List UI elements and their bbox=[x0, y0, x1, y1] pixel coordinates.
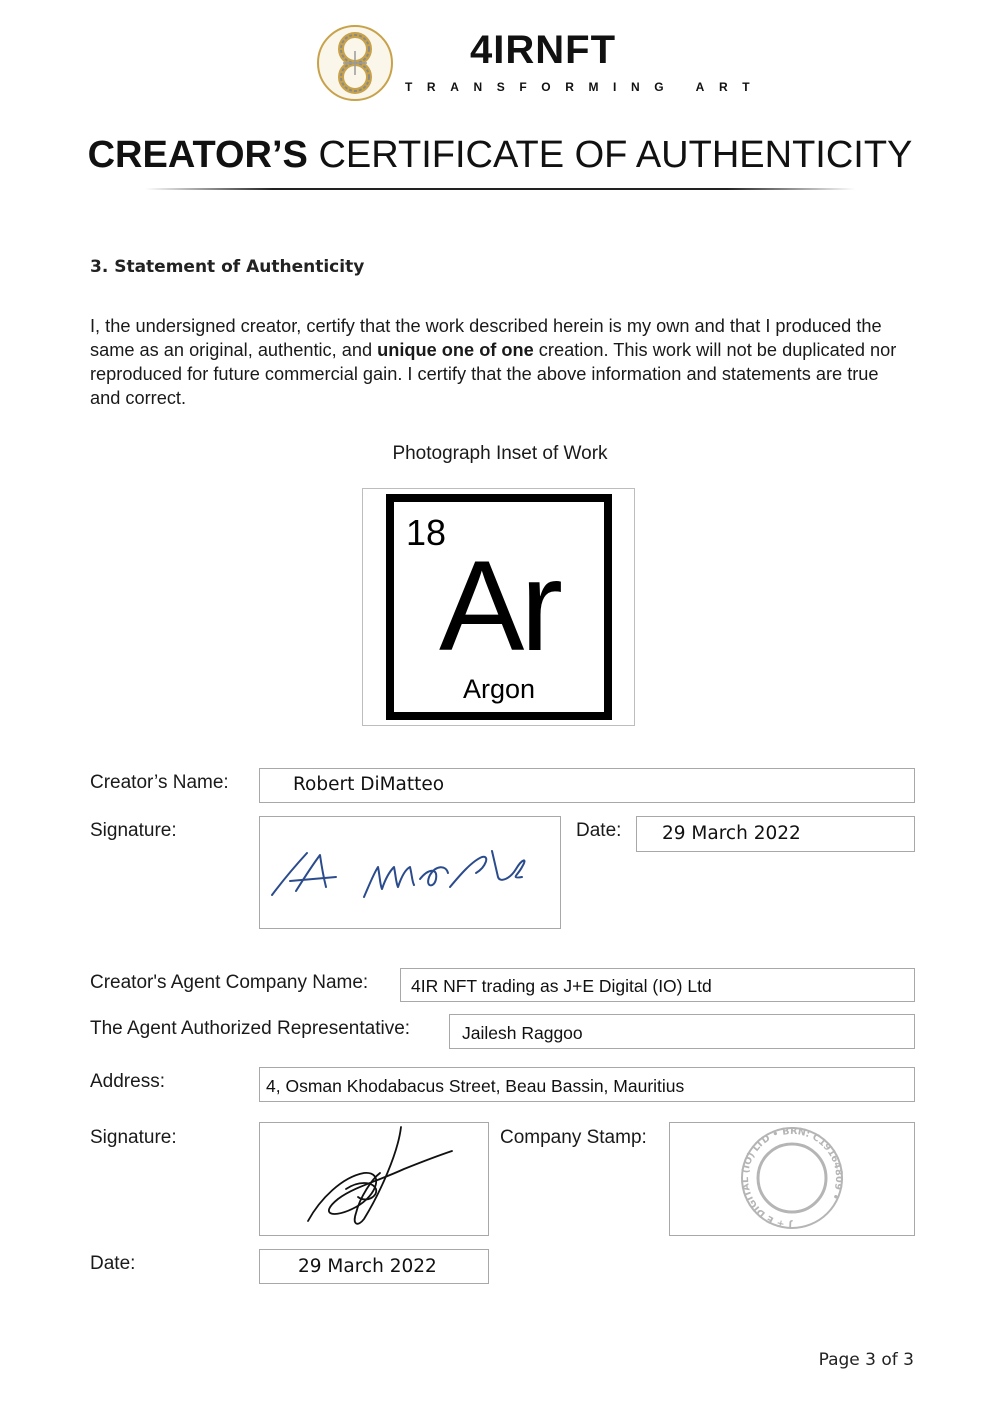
title-divider bbox=[145, 188, 855, 190]
svg-text:J + E DIGITAL (IO) LTD • BRN: bbox=[740, 1126, 844, 1230]
agent-address-field[interactable] bbox=[259, 1067, 915, 1102]
agent-date-value: 29 March 2022 bbox=[298, 1256, 437, 1277]
agent-date-field[interactable] bbox=[259, 1249, 489, 1284]
agent-company-label: Creator's Agent Company Name: bbox=[90, 972, 369, 993]
section-heading: 3. Statement of Authenticity bbox=[90, 257, 365, 277]
agent-company-field[interactable] bbox=[400, 968, 915, 1002]
company-stamp-label: Company Stamp: bbox=[500, 1127, 647, 1148]
company-stamp-box[interactable] bbox=[669, 1122, 915, 1236]
creator-name-value: Robert DiMatteo bbox=[293, 774, 445, 795]
agent-address-label: Address: bbox=[90, 1071, 165, 1092]
page-number: Page 3 of 3 bbox=[818, 1350, 914, 1370]
artwork-element-name: Argon bbox=[462, 674, 536, 704]
agent-signature-box[interactable] bbox=[259, 1122, 489, 1236]
creator-signature-label: Signature: bbox=[90, 820, 177, 841]
statement-paragraph bbox=[90, 314, 910, 410]
company-stamp-image bbox=[670, 1123, 914, 1235]
agent-rep-value: Jailesh Raggoo bbox=[462, 1023, 583, 1043]
agent-company-value: 4IR NFT trading as J+E Digital (IO) Ltd bbox=[411, 976, 712, 996]
agent-rep-field[interactable] bbox=[449, 1014, 915, 1049]
creator-date-label: Date: bbox=[576, 820, 622, 841]
artwork-atomic-number: 18 bbox=[406, 512, 447, 553]
artwork-element-symbol: Ar bbox=[439, 535, 559, 678]
certificate-title bbox=[0, 134, 1000, 177]
creator-date-value: 29 March 2022 bbox=[662, 823, 801, 844]
inset-caption: Photograph Inset of Work bbox=[392, 443, 608, 464]
agent-signature-image bbox=[260, 1123, 488, 1235]
agent-signature-label: Signature: bbox=[90, 1127, 177, 1148]
title-strong: CREATOR’S bbox=[87, 134, 308, 176]
creator-name-field[interactable] bbox=[259, 768, 915, 803]
creator-date-field[interactable] bbox=[636, 816, 915, 852]
statement-text-1: I, the undersigned creator, certify that the work described herein is my own and that I produced the same as an original, authentic, and bbox=[90, 316, 882, 360]
creator-signature-image bbox=[260, 817, 560, 928]
statement-emphasis: unique one of one bbox=[377, 340, 534, 360]
creator-name-label: Creator’s Name: bbox=[90, 772, 229, 793]
brand-logo-icon bbox=[316, 24, 394, 102]
brand-tagline: TRANSFORMING ART bbox=[405, 80, 765, 94]
brand-name: 4IRNFT bbox=[470, 28, 616, 72]
statement-text-2: creation. This work will not be duplicated nor reproduced for future commercial gain. I certify that the above information and statements are true and correct. bbox=[90, 340, 897, 408]
agent-rep-label: The Agent Authorized Representative: bbox=[90, 1018, 411, 1039]
stamp-text: J + E DIGITAL (IO) LTD • BRN: C19164809 • bbox=[739, 1125, 845, 1231]
agent-address-value: 4, Osman Khodabacus Street, Beau Bassin, Mauritius bbox=[266, 1076, 685, 1096]
creator-signature-box[interactable] bbox=[259, 816, 561, 929]
title-rest: CERTIFICATE OF AUTHENTICITY bbox=[318, 134, 913, 176]
agent-date-label: Date: bbox=[90, 1253, 136, 1274]
